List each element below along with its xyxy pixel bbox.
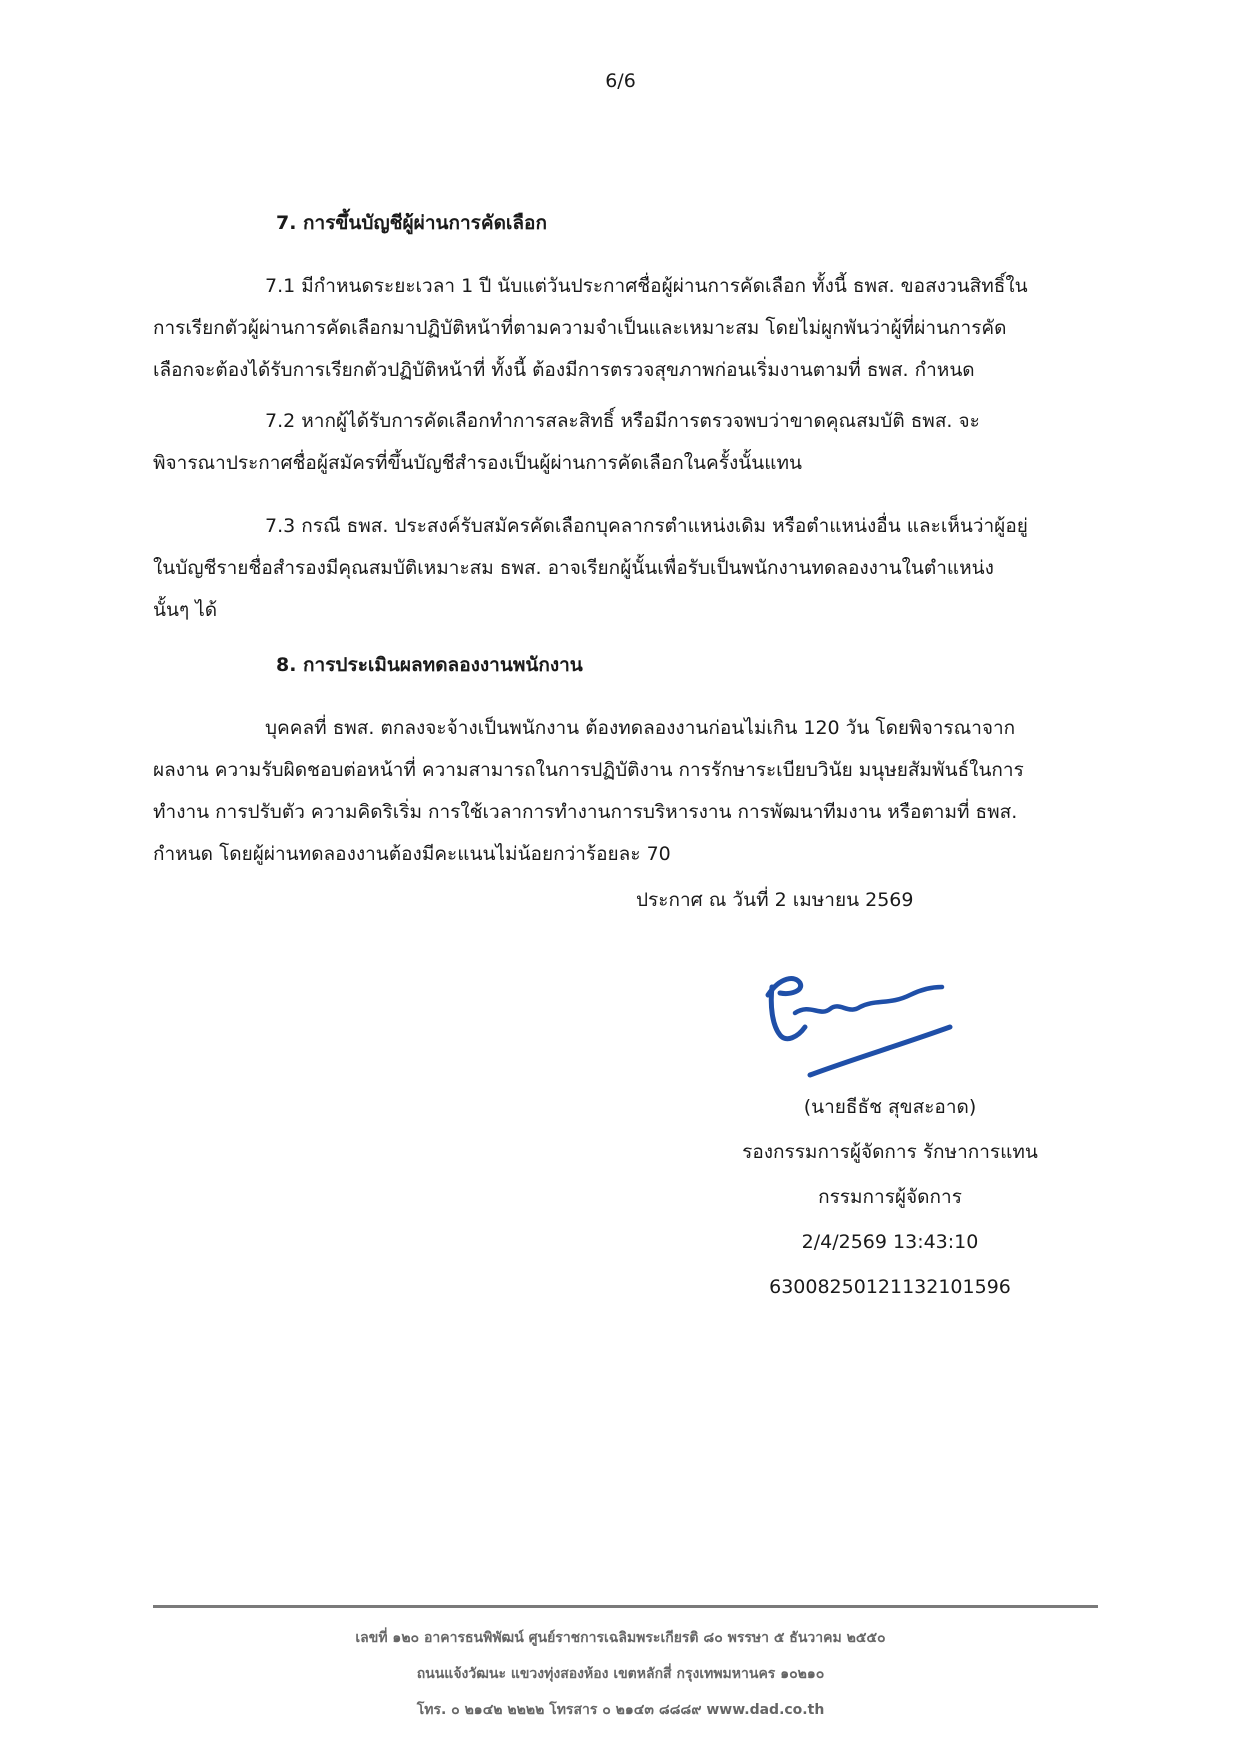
paragraph-line: นั้นๆ ได้ — [153, 599, 218, 621]
footer-line-2: ถนนแจ้งวัฒนะ แขวงทุ่งสองห้อง เขตหลักสี่ กรุงเทพมหานคร ๑๐๒๑๐ — [416, 1666, 825, 1682]
paragraph-7-3 — [153, 505, 1098, 631]
footer-divider — [153, 1605, 1098, 1608]
document-reference-number: 63008250121132101596 — [769, 1276, 1011, 1298]
signatory-block — [660, 1085, 1120, 1310]
paragraph-line: 7.2 หากผู้ได้รับการคัดเลือกทำการสละสิทธิ์ หรือมีการตรวจพบว่าขาดคุณสมบัติ ธพส. จะ — [265, 410, 980, 432]
footer-address — [0, 1620, 1241, 1728]
signatory-position-2: กรรมการผู้จัดการ — [818, 1186, 962, 1208]
announcement-date: ประกาศ ณ วันที่ 2 เมษายน 2569 — [636, 889, 914, 911]
paragraph-line: บุคคลที่ ธพส. ตกลงจะจ้างเป็นพนักงาน ต้องทดลองงานก่อนไม่เกิน 120 วัน โดยพิจารณาจาก — [265, 717, 1016, 739]
paragraph-line: 7.1 มีกำหนดระยะเวลา 1 ปี นับแต่วันประกาศชื่อผู้ผ่านการคัดเลือก ทั้งนี้ ธพส. ขอสงวนสิทธิ์ใน — [265, 275, 1028, 297]
signatory-position: รองกรรมการผู้จัดการ รักษาการแทน — [742, 1141, 1038, 1163]
paragraph-line: พิจารณาประกาศชื่อผู้สมัครที่ขึ้นบัญชีสำรองเป็นผู้ผ่านการคัดเลือกในครั้งนั้นแทน — [153, 452, 802, 474]
paragraph-line: ผลงาน ความรับผิดชอบต่อหน้าที่ ความสามารถในการปฏิบัติงาน การรักษาระเบียบวินัย มนุษยสัมพันธ์ในการ — [153, 759, 1024, 781]
paragraph-line: 7.3 กรณี ธพส. ประสงค์รับสมัครคัดเลือกบุคลากรตำแหน่งเดิม หรือตำแหน่งอื่น และเห็นว่าผู้อยู่ — [265, 515, 1028, 537]
paragraph-line: ทำงาน การปรับตัว ความคิดริเริ่ม การใช้เวลาการทำงานการบริหารงาน การพัฒนาทีมงาน หรือตามที่ ธพส. — [153, 801, 1018, 823]
footer-line-3: โทร. ๐ ๒๑๔๒ ๒๒๒๒ โทรสาร ๐ ๒๑๔๓ ๘๘๘๙ www.dad.co.th — [416, 1702, 825, 1718]
paragraph-line: ในบัญชีรายชื่อสำรองมีคุณสมบัติเหมาะสม ธพส. อาจเรียกผู้นั้นเพื่อรับเป็นพนักงานทดลองงานในตำแหน่ง — [153, 557, 994, 579]
paragraph-8 — [153, 707, 1098, 875]
paragraph-7-2 — [153, 400, 1098, 484]
paragraph-line: กำหนด โดยผู้ผ่านทดลองงานต้องมีคะแนนไม่น้อยกว่าร้อยละ 70 — [153, 843, 671, 865]
signatory-name: (นายธีธัช สุขสะอาด) — [803, 1096, 977, 1118]
signature-timestamp: 2/4/2569 13:43:10 — [801, 1231, 979, 1253]
footer-line-1: เลขที่ ๑๒๐ อาคารธนพิพัฒน์ ศูนย์ราชการเฉลิมพระเกียรติ ๘๐ พรรษา ๕ ธันวาคม ๒๕๕๐ — [355, 1630, 886, 1646]
signature-image — [750, 965, 970, 1085]
paragraph-7-1 — [153, 265, 1098, 391]
section-7-heading: 7. การขึ้นบัญชีผู้ผ่านการคัดเลือก — [276, 212, 547, 234]
paragraph-line: เลือกจะต้องได้รับการเรียกตัวปฏิบัติหน้าที่ ทั้งนี้ ต้องมีการตรวจสุขภาพก่อนเริ่มงานตามที่ ธพส. กำหนด — [153, 359, 975, 381]
section-8-heading: 8. การประเมินผลทดลองงานพนักงาน — [276, 654, 583, 676]
paragraph-line: การเรียกตัวผู้ผ่านการคัดเลือกมาปฏิบัติหน้าที่ตามความจำเป็นและเหมาะสม โดยไม่ผูกพันว่าผู้ที่ผ่านการคัด — [153, 317, 1007, 339]
page-number: 6/6 — [605, 70, 636, 92]
